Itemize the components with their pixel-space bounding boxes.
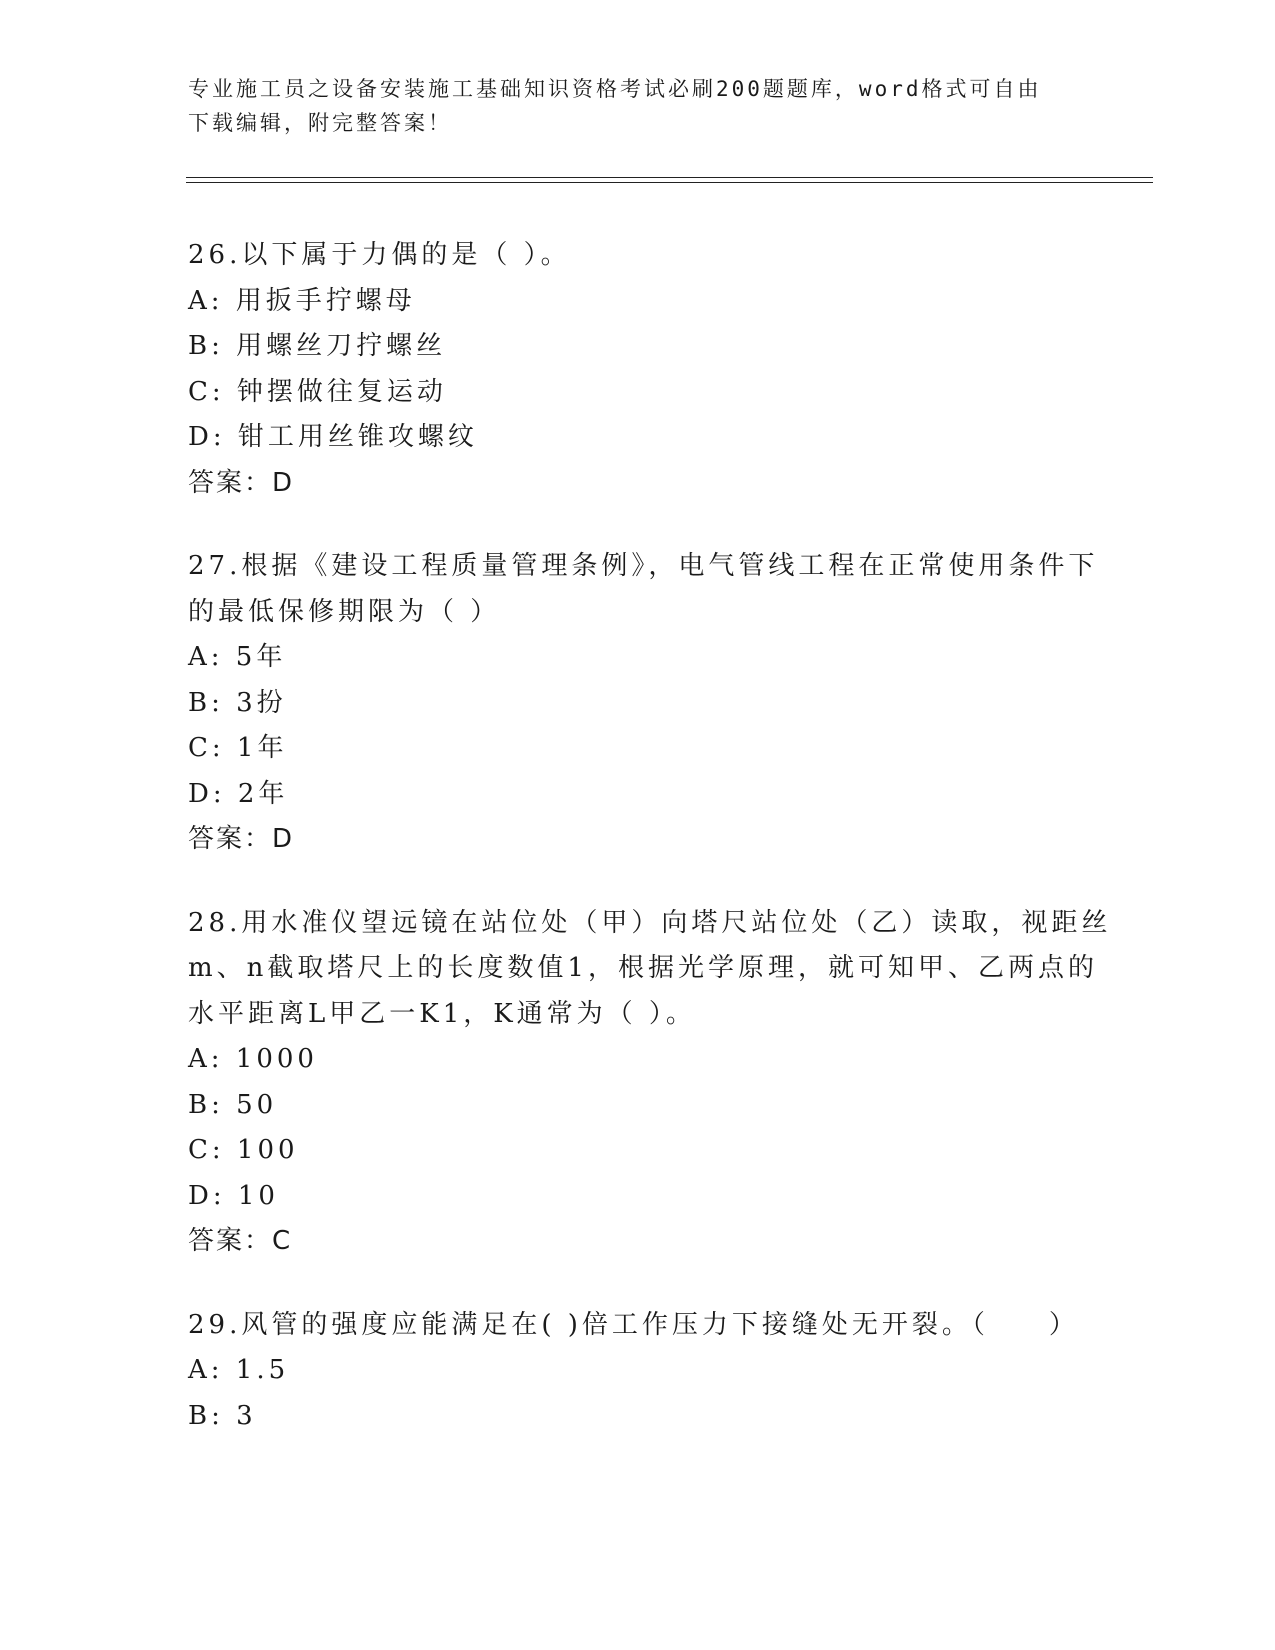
option-b: B: 用螺丝刀拧螺丝: [188, 331, 447, 361]
question-stem: [188, 544, 1099, 635]
question-26: [188, 233, 1088, 506]
header-rule-bottom: [186, 182, 1153, 183]
option-c: C: 100: [188, 1135, 299, 1165]
option-a: A: 1.5: [188, 1355, 290, 1385]
stem-line: 27.根据《建设工程质量管理条例》，电气管线工程在正常使用条件下: [188, 551, 1099, 581]
answer-line: 答案：C: [188, 1226, 293, 1256]
option-b: B: 3扮: [188, 687, 287, 718]
option-a: A: 5年: [188, 642, 287, 672]
question-28: [188, 901, 1112, 1265]
question-27: [188, 544, 1099, 863]
document-header: [188, 72, 1088, 140]
option-d: D: 2年: [188, 778, 289, 809]
option-a: A: 用扳手拧螺母: [188, 285, 416, 316]
stem-line: m、n截取塔尺上的长度数值1，根据光学原理，就可知甲、乙两点的: [188, 953, 1098, 983]
option-b: B: 3: [188, 1400, 257, 1431]
question-stem: [188, 901, 1112, 1038]
question-stem: [188, 233, 1088, 279]
option-d: D: 10: [188, 1180, 279, 1211]
answer-line: 答案：D: [188, 467, 295, 498]
option-b: B: 50: [188, 1089, 278, 1120]
question-list: [188, 233, 1112, 1477]
stem-line: 水平距离L甲乙一K1，K通常为（ ）。: [188, 998, 696, 1029]
header-line-2: 下载编辑，附完整答案！: [188, 111, 452, 135]
option-d: D: 钳工用丝锥攻螺纹: [188, 422, 478, 452]
option-c: C: 1年: [188, 733, 288, 763]
stem-line: 29.风管的强度应能满足在( )倍工作压力下接缝处无开裂。（ ）: [188, 1309, 1079, 1340]
option-c: C: 钟摆做往复运动: [188, 376, 447, 407]
header-line-1: 专业施工员之设备安装施工基础知识资格考试必刷200题题库，word格式可自由: [188, 77, 1042, 101]
option-a: A: 1000: [188, 1044, 318, 1074]
stem-line: 的最低保修期限为（ ）: [188, 596, 501, 627]
header-rule-top: [186, 177, 1153, 178]
question-stem: [188, 1303, 1088, 1349]
answer-line: 答案：D: [188, 824, 295, 854]
stem-line: 28.用水准仪望远镜在站位处（甲）向塔尺站位处（乙）读取，视距丝: [188, 907, 1112, 938]
question-29: [188, 1303, 1088, 1440]
stem-line: 26.以下属于力偶的是（ ）。: [188, 240, 571, 270]
